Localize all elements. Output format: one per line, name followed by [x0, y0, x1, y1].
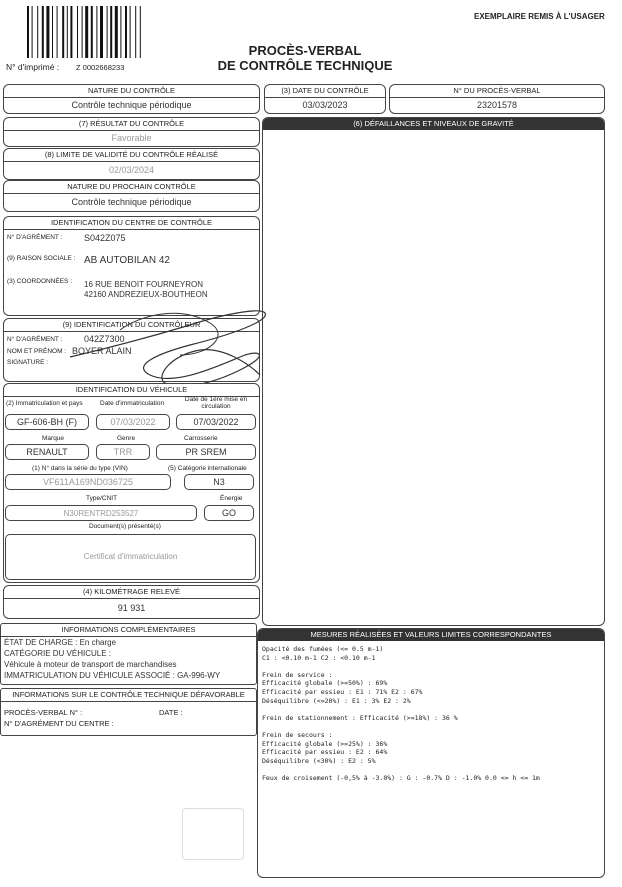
docs-label: Document(s) présenté(s) — [89, 523, 161, 530]
defaillances-header: (6) DÉFAILLANCES ET NIVEAUX DE GRAVITÉ — [263, 118, 604, 130]
pv-section — [389, 84, 605, 114]
prochain-header: NATURE DU PROCHAIN CONTRÔLE — [4, 181, 259, 194]
resultat-section — [3, 117, 260, 147]
infos-line2: CATÉGORIE DU VÉHICULE : — [4, 649, 111, 658]
date-immat-value: 07/03/2022 — [96, 414, 170, 430]
mesure-line: Frein de secours : — [262, 731, 333, 739]
infos-line1: ÉTAT DE CHARGE : En charge — [4, 638, 117, 647]
resultat-header: (7) RÉSULTAT DU CONTRÔLE — [4, 118, 259, 131]
resultat-value: Favorable — [111, 133, 152, 143]
centre-address2: 42160 ANDREZIEUX-BOUTHEON — [84, 290, 208, 299]
mesure-line: Efficacité par essieu : E1 : 71% E2 : 67% — [262, 688, 423, 696]
defavorable-section — [0, 688, 257, 736]
date-value: 03/03/2023 — [302, 100, 348, 110]
print-number-label: N° d'imprimé : — [6, 62, 60, 72]
type-value: N30RENTRD253527 — [5, 505, 197, 521]
defavorable-header: INFORMATIONS SUR LE CONTRÔLE TECHNIQUE DÉFAVORABLE — [1, 689, 256, 702]
controleur-nom-label: NOM ET PRÉNOM : — [7, 348, 67, 355]
defavorable-pv-label: PROCÈS-VERBAL N° : — [4, 708, 83, 717]
carrosserie-value: PR SREM — [156, 444, 256, 460]
date-circ-value: 07/03/2022 — [176, 414, 256, 430]
mesures-header: MESURES RÉALISÉES ET VALEURS LIMITES CORRESPONDANTES — [258, 629, 604, 641]
copy-notice: EXEMPLAIRE REMIS À L'USAGER — [474, 12, 605, 21]
km-section — [3, 585, 260, 619]
date-circ-label: Date de 1ère mise en circulation — [184, 396, 248, 410]
marque-value: RENAULT — [5, 444, 89, 460]
centre-agrement-label: N° D'AGRÉMENT : — [7, 234, 63, 241]
centre-header: IDENTIFICATION DU CENTRE DE CONTRÔLE — [4, 217, 259, 230]
infos-line3: Véhicule à moteur de transport de marchandises — [4, 660, 177, 669]
validite-section — [3, 148, 260, 180]
immat-label: (2) Immatriculation et pays — [6, 400, 83, 407]
prochain-value: Contrôle technique périodique — [71, 197, 192, 207]
energie-label: Énergie — [220, 495, 243, 502]
energie-value: GO — [204, 505, 254, 521]
mesures-section — [257, 628, 605, 878]
date-immat-label: Date d'immatriculation — [100, 400, 165, 407]
controleur-header: (9) IDENTIFICATION DU CONTRÔLEUR — [4, 319, 259, 332]
mesure-line: Frein de service : — [262, 670, 333, 679]
infos-section — [0, 623, 257, 685]
title-line1: PROCÈS-VERBAL — [248, 43, 362, 58]
vehicule-section — [3, 383, 260, 583]
docs-value: Certificat d'immatriculation — [5, 534, 256, 580]
mesure-line: Efficacité globale (>=25%) : 36% — [262, 739, 388, 748]
km-header: (4) KILOMÉTRAGE RELEVÉ — [4, 586, 259, 599]
nature-header: NATURE DU CONTRÔLE — [4, 85, 259, 98]
mesure-line: C1 : <0.10 m-1 C2 : <0.10 m-1 — [262, 653, 376, 662]
centre-coord-label: (3) COORDONNÉES : — [7, 278, 73, 285]
centre-agrement: S042Z075 — [84, 233, 126, 243]
categorie-value: N3 — [184, 474, 254, 490]
validite-value: 02/03/2024 — [108, 165, 155, 175]
centre-raison-label: (9) RAISON SOCIALE : — [7, 255, 76, 262]
genre-label: Genre — [117, 435, 136, 442]
mesure-line: Déséquilibre (<30%) : E2 : 5% — [262, 756, 376, 765]
validite-header: (8) LIMITE DE VALIDITÉ DU CONTRÔLE RÉALISÉ — [4, 149, 259, 162]
genre-value: TRR — [96, 444, 150, 460]
date-header: (3) DATE DU CONTRÔLE — [265, 85, 385, 98]
pv-value: 23201578 — [476, 100, 518, 110]
vehicule-header: IDENTIFICATION DU VÉHICULE — [4, 384, 259, 397]
infos-header: INFORMATIONS COMPLÉMENTAIRES — [1, 624, 256, 637]
immat-value: GF-606-BH (F) — [5, 414, 89, 430]
cat-label: (5) Catégorie internationale — [168, 465, 247, 472]
km-value: 91 931 — [117, 603, 146, 613]
carrosserie-label: Carrosserie — [184, 435, 218, 442]
nature-section — [3, 84, 260, 114]
mesure-line: Frein de stationnement : Efficacité (>=18%) : 36 % — [262, 713, 458, 722]
vin-label: (1) N° dans la série du type (VIN) — [32, 465, 128, 472]
defavorable-date-label: DATE : — [159, 708, 183, 717]
mesure-line: Déséquilibre (<=20%) : E1 : 3% E2 : 2% — [262, 696, 411, 705]
defavorable-agrement-label: N° D'AGRÉMENT DU CENTRE : — [4, 719, 114, 728]
title-line2: DE CONTRÔLE TECHNIQUE — [217, 58, 393, 73]
date-section — [264, 84, 386, 114]
defaillances-section — [262, 117, 605, 626]
infos-line4: IMMATRICULATION DU VÉHICULE ASSOCIÉ : GA-996-WY — [4, 671, 221, 680]
barcode — [27, 6, 161, 58]
controleur-agrement: 042Z7300 — [84, 334, 125, 344]
nature-value: Contrôle technique périodique — [71, 100, 192, 110]
mesure-line: Efficacité globale (>=50%) : 69% — [262, 679, 388, 688]
vin-value: VF611A169ND036725 — [5, 474, 171, 490]
prochain-section — [3, 180, 260, 212]
marque-label: Marque — [42, 435, 65, 442]
stamp-area — [182, 808, 244, 860]
controleur-signature-label: SIGNATURE : — [7, 359, 49, 366]
type-label: Type/CNIT — [86, 495, 118, 502]
mesure-line: Efficacité par essieu : E2 : 64% — [262, 748, 388, 757]
centre-raison: AB AUTOBILAN 42 — [84, 255, 170, 266]
mesure-line: Feux de croisement (-0,5% à -3.0%) : G : -0.7% D : -1.0% 0.0 <= h <= 1m — [262, 774, 540, 782]
mesure-line: Opacité des fumées (<= 0.5 m-1) — [262, 645, 384, 653]
controleur-nom: BOYER ALAIN — [72, 346, 132, 356]
pv-header: N° DU PROCÈS-VERBAL — [390, 85, 604, 98]
centre-address1: 16 RUE BENOIT FOURNEYRON — [84, 280, 203, 289]
print-number: Z 0002668233 — [76, 63, 125, 72]
controleur-agrement-label: N° D'AGRÉMENT : — [7, 336, 63, 343]
